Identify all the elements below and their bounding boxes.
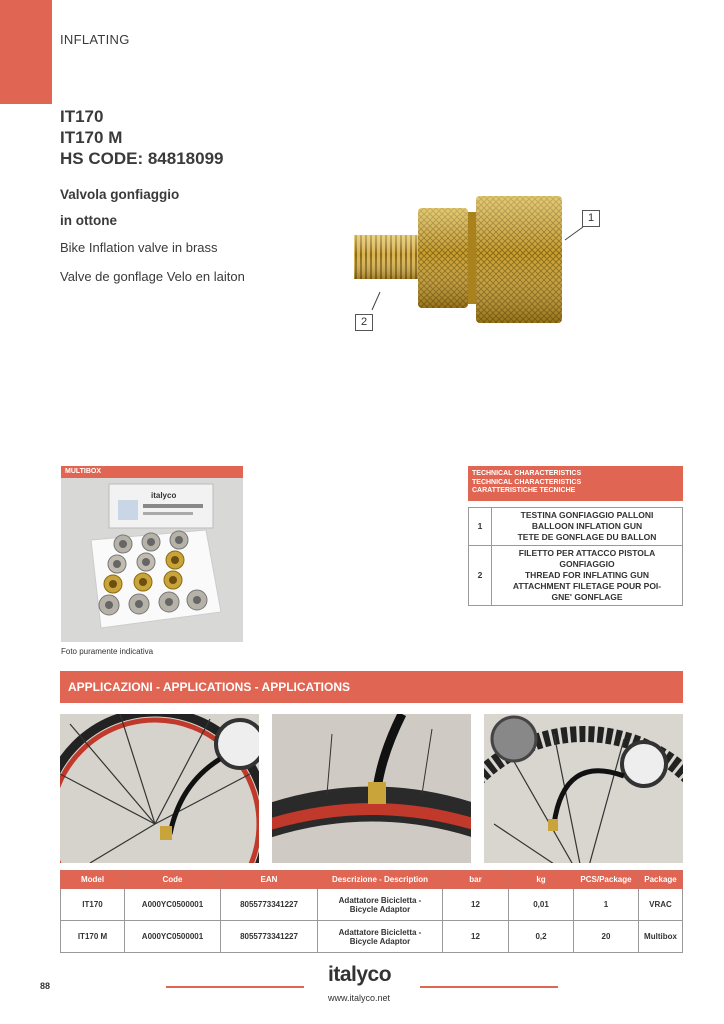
cell-bar: 12: [443, 921, 509, 953]
footer-divider-left: [166, 986, 304, 988]
callout-2: 2: [355, 314, 373, 331]
cell-kg: 0,01: [509, 889, 574, 921]
box-brand-label: italyco: [151, 491, 177, 500]
cell-ean: 8055773341227: [221, 889, 318, 921]
tech-header-line: TECHNICAL CHARACTERISTICS: [472, 470, 582, 477]
applications-header: APPLICAZIONI - APPLICATIONS - APPLICATIONS: [60, 671, 683, 703]
description-line: Valvola gonfiaggio: [60, 187, 180, 202]
page-number: 88: [40, 981, 51, 991]
description-italian: [60, 182, 179, 234]
product-code: IT170: [60, 107, 104, 126]
footer-divider-right: [420, 986, 558, 988]
tech-row-text: FILETTO PER ATTACCO PISTOLA GONFIAGGIO THREAD FOR INFLATING GUN ATTACHMENT FILETAGE POUR POI- GNE' GONFLAGE: [492, 546, 683, 606]
column-header: Descrizione - Description: [318, 871, 443, 889]
column-header: bar: [443, 871, 509, 889]
application-photo-2: [272, 714, 471, 863]
cell-model: IT170: [61, 889, 125, 921]
tech-row: [469, 508, 683, 546]
cell-model: IT170 M: [61, 921, 125, 953]
product-code: IT170 M: [60, 128, 123, 147]
brass-valve-illustration: [340, 190, 600, 340]
cell-code: A000YC0500001: [125, 921, 221, 953]
column-header: PCS/Package: [574, 871, 639, 889]
cell-description: Adattatore Bicicletta - Bicycle Adaptor: [318, 921, 443, 953]
photo-caption: Foto puramente indicativa: [61, 647, 154, 656]
brand-logo: italyco: [328, 963, 392, 986]
cell-bar: 12: [443, 889, 509, 921]
multibox-photo: [61, 478, 243, 642]
section-tab: [0, 0, 52, 104]
multibox-header: MULTIBOX: [61, 466, 243, 478]
application-photo-3: [484, 714, 683, 863]
cell-description: Adattatore Bicicletta - Bicycle Adaptor: [318, 889, 443, 921]
callout-1: 1: [582, 210, 600, 227]
product-table: [60, 870, 683, 953]
cell-package: VRAC: [639, 889, 683, 921]
application-photo-1: [60, 714, 259, 863]
pressure-gauge: [216, 720, 259, 768]
tech-header-line: CARATTERISTICHE TECNICHE: [472, 487, 576, 494]
cell-pcs: 1: [574, 889, 639, 921]
column-header: kg: [509, 871, 574, 889]
website-link[interactable]: www.italyco.net: [328, 993, 391, 1003]
cell-ean: 8055773341227: [221, 921, 318, 953]
section-title: INFLATING: [60, 32, 130, 47]
cell-pcs: 20: [574, 921, 639, 953]
cell-kg: 0,2: [509, 921, 574, 953]
table-header-row: [61, 871, 683, 889]
column-header: Model: [61, 871, 125, 889]
description-line: in ottone: [60, 213, 117, 228]
column-header: Code: [125, 871, 221, 889]
tech-table: [468, 507, 683, 606]
pressure-gauge: [622, 742, 666, 786]
cell-package: Multibox: [639, 921, 683, 953]
tech-row-number: 1: [469, 508, 492, 546]
table-row: [61, 921, 683, 953]
description-english: Bike Inflation valve in brass: [60, 240, 218, 255]
column-header: Package: [639, 871, 683, 889]
column-header: EAN: [221, 871, 318, 889]
tech-row-text: TESTINA GONFIAGGIO PALLONI BALLOON INFLATION GUN TETE DE GONFLAGE DU BALLON: [492, 508, 683, 546]
cell-code: A000YC0500001: [125, 889, 221, 921]
table-row: [61, 889, 683, 921]
brass-valve: [368, 782, 386, 804]
hs-code: HS CODE: 84818099: [60, 149, 224, 168]
tech-row-number: 2: [469, 546, 492, 606]
tech-header: [468, 466, 683, 501]
description-french: Valve de gonflage Velo en laiton: [60, 269, 245, 284]
tech-row: [469, 546, 683, 606]
product-codes: [60, 106, 223, 169]
tech-header-line: TECHNICAL CHARACTERISTICS: [472, 478, 582, 486]
